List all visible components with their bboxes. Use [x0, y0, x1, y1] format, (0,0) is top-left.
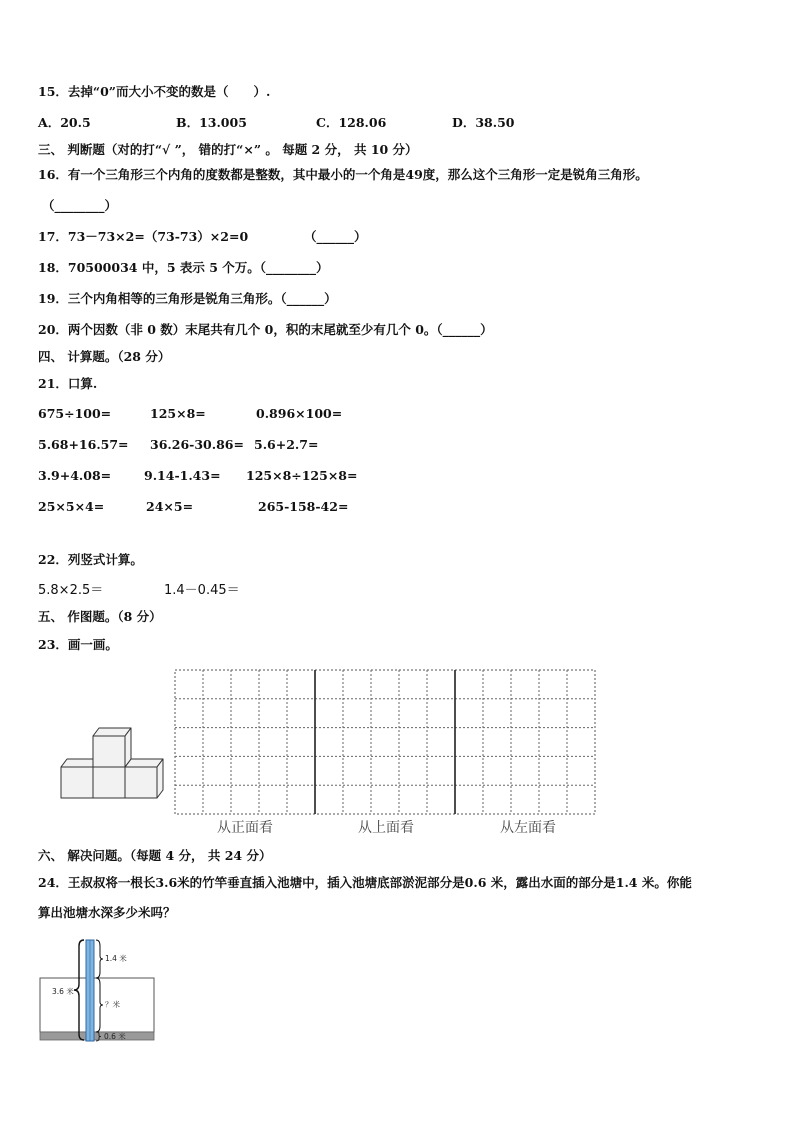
q24-line2: 算出池塘水深多少米吗？ [38, 905, 176, 920]
caption-front-view: 从正面看 [217, 820, 273, 836]
q21-item: 9.14-1.43= [144, 468, 221, 483]
section-6-heading: 六、 解决问题。（每题 4 分， 共 24 分） [38, 848, 272, 863]
q21-item: 125×8= [150, 406, 206, 421]
cube-stack-drawing [61, 728, 163, 798]
label-above-water: 1.4 米 [105, 954, 127, 963]
q21-item: 125×8÷125×8= [246, 468, 358, 483]
label-water-depth: ？米 [105, 1000, 120, 1009]
q16-line1: 16．有一个三角形三个内角的度数都是整数，其中最小的一个角是49度，那么这个三角形一定是锐角三角形。 [38, 167, 648, 182]
section-3-heading: 三、 判断题（对的打“√ ”， 错的打“×” 。 每题 2 分， 共 10 分） [38, 142, 418, 157]
q15-stem: 15．去掉“0”而大小不变的数是（ ）. [38, 84, 271, 99]
q19-text: 19．三个内角相等的三角形是锐角三角形。（______） [38, 291, 337, 306]
q21-item: 265-158-42= [258, 499, 349, 514]
q23-title: 23．画一画。 [38, 637, 118, 652]
label-mud: 0.6 米 [104, 1032, 126, 1041]
q22-item-2: 1.4－0.45＝ [164, 583, 240, 598]
q21-item: 675÷100= [38, 406, 112, 421]
q20-text: 20．两个因数（非 0 数）末尾共有几个 0，积的末尾就至少有几个 0。（______） [38, 322, 493, 337]
q21-item: 5.68+16.57= [38, 437, 129, 452]
q21-title: 21．口算. [38, 376, 98, 391]
q21-item: 36.26-30.86= [150, 437, 244, 452]
caption-left-view: 从左面看 [500, 820, 556, 836]
q18-text: 18．70500034 中，5 表示 5 个万。（________） [38, 260, 329, 275]
q17-blank: （______） [304, 229, 367, 244]
q23-figure [55, 664, 605, 819]
q17-text: 17．73－73×2=（73-73）×2=0 [38, 229, 249, 244]
caption-top-view: 从上面看 [358, 820, 414, 836]
q24-pond-figure [36, 936, 160, 1044]
drawing-grids [175, 670, 595, 814]
q15-option-b: B．13.005 [176, 115, 247, 130]
section-5-heading: 五、 作图题。（8 分） [38, 609, 162, 624]
pond-mud [40, 1032, 154, 1040]
q15-option-c: C．128.06 [316, 115, 387, 130]
section-4-heading: 四、 计算题。（28 分） [38, 349, 171, 364]
q21-item: 25×5×4= [38, 499, 105, 514]
top-length-brace [96, 940, 103, 978]
q15-option-d: D．38.50 [452, 115, 515, 130]
q21-item: 5.6+2.7= [254, 437, 319, 452]
q21-item: 24×5= [146, 499, 194, 514]
q16-blank: （________） [42, 198, 118, 213]
q22-item-1: 5.8×2.5＝ [38, 583, 104, 598]
q21-item: 3.9+4.08= [38, 468, 112, 483]
q21-item: 0.896×100= [256, 406, 343, 421]
q24-line1: 24．王叔叔将一根长3.6米的竹竿垂直插入池塘中，插入池塘底部淤泥部分是0.6 米，露出水面的部分是1.4 米。你能 [38, 875, 692, 890]
q15-option-a: A．20.5 [38, 115, 91, 130]
q22-title: 22．列竖式计算。 [38, 552, 143, 567]
label-total: 3.6 米 [52, 987, 74, 996]
